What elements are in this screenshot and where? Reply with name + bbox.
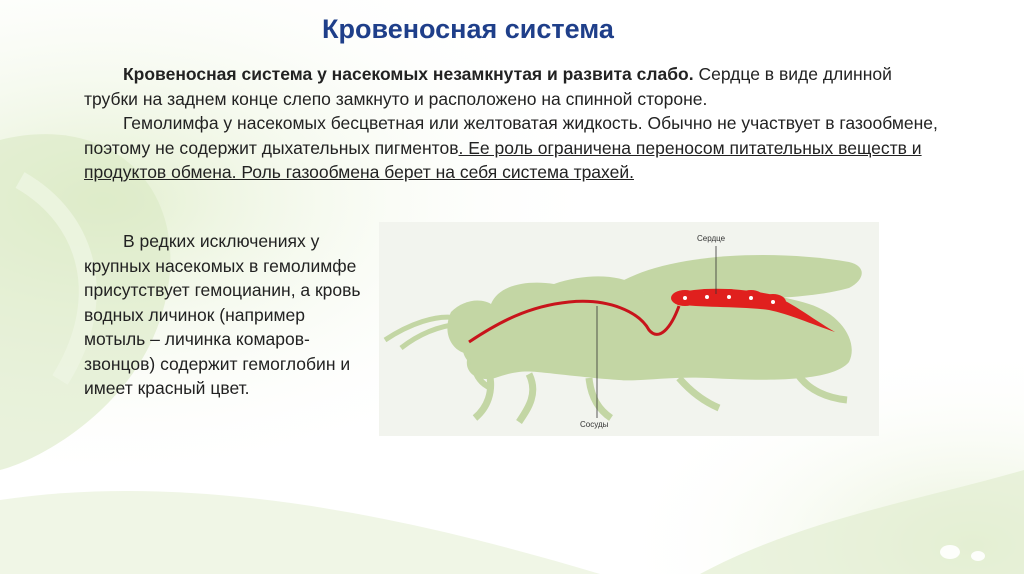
side-paragraph-text: В редких исключениях у крупных насекомых в гемолимфе присутствует гемоцианин, а кровь водных личинок (например мотыль – личинка комаров-звонцов) содержит гемоглобин и имеет красный цвет. <box>84 231 361 398</box>
slide-title: Кровеносная система <box>322 14 614 44</box>
paragraph-exceptions <box>84 229 369 401</box>
paragraph2-underlined: . Ее роль ограничена переносом питательных веществ и продуктов обмена. Роль газообмена берет на себя система трахей. <box>84 137 922 182</box>
insect-circulatory-diagram <box>379 222 879 436</box>
heart-label: Сердце <box>697 234 726 243</box>
paragraph2-plain: Гемолимфа у насекомых бесцветная или желтоватая жидкость. Обычно не участвует в газообмене, поэтому не содержит дыхательных пигментов <box>84 113 938 158</box>
vessels-label: Сосуды <box>580 420 609 429</box>
paragraph1-rest: Сердце в виде длинной трубки на заднем конце слепо замкнуто и расположено на спинной стороне. <box>84 64 892 109</box>
paragraph1-bold: Кровеносная система у насекомых незамкнутая и развита слабо. <box>123 64 694 84</box>
insect-illustration <box>379 222 879 436</box>
paragraph-circulatory-system <box>84 62 944 111</box>
paragraph-hemolymph <box>84 111 944 185</box>
